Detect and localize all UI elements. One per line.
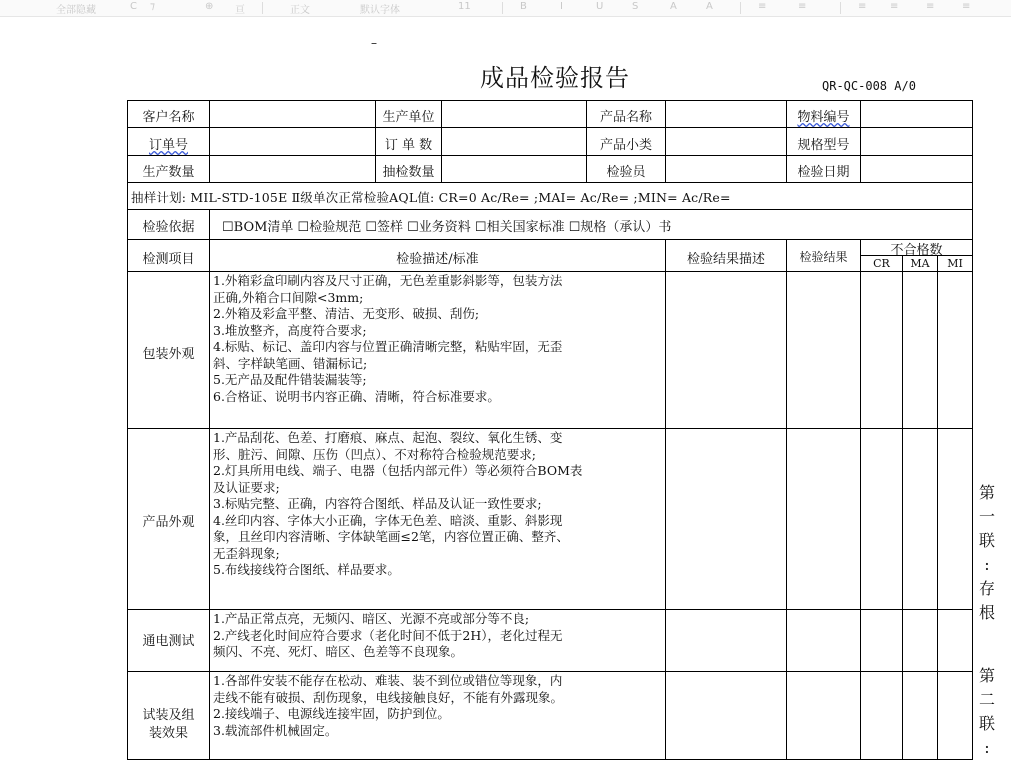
italic-icon[interactable]: I — [560, 1, 563, 12]
numbered-list-icon[interactable]: ≡ — [798, 1, 807, 12]
desc-line: 4.丝印内容、字体大小正确，字体无色差、暗淡、重影、斜影现 — [213, 512, 563, 528]
desc-line: 2.灯具所用电线、端子、电器（包括内部元件）等必须符合BOM表 — [213, 463, 583, 478]
label-order-no: 订单号 — [148, 138, 188, 153]
desc-line: 2.产线老化时间应符合要求（老化时间不低于2H），老化过程无 — [213, 627, 563, 643]
grid-line — [127, 271, 973, 272]
label-inspector: 检验员 — [606, 165, 646, 180]
align-justify-icon[interactable]: ≡ — [962, 1, 971, 12]
toolbar-divider — [840, 2, 841, 14]
section-desc-assembly — [213, 673, 665, 739]
align-center-icon[interactable]: ≡ — [890, 1, 899, 12]
desc-line: 3.载流部件机械固定。 — [213, 722, 338, 738]
sampling-plan: 抽样计划: MIL-STD-105E Ⅱ级单次正常检验AQL值: CR=0 Ac/Re= ;MAI= Ac/Re= ;MIN= Ac/Re= — [131, 190, 731, 205]
grid-line — [127, 239, 973, 240]
label-producer: 生产单位 — [382, 110, 435, 125]
grid-line — [127, 609, 973, 610]
side-char: 联 — [978, 714, 995, 733]
side-char: 一 — [978, 507, 995, 526]
col-ma: MA — [910, 257, 930, 270]
label-model: 规格型号 — [797, 138, 850, 153]
col-result-desc: 检验结果描述 — [686, 252, 765, 267]
label-product-name: 产品名称 — [599, 110, 652, 125]
grid-line — [786, 239, 787, 760]
desc-line: 斜、字样缺笔画、错漏标记; — [213, 355, 368, 371]
grid-line — [860, 239, 861, 760]
label-customer: 客户名称 — [142, 110, 195, 125]
redo-icon[interactable]: ⁊ — [150, 1, 155, 12]
section-name-packaging: 包装外观 — [142, 347, 195, 362]
page-title: 成品检验报告 — [480, 64, 630, 92]
label-prod-qty: 生产数量 — [142, 165, 195, 180]
toolbar-divider — [502, 2, 503, 14]
basis-options[interactable]: ☐BOM清单 ☐检验规范 ☐签样 ☐业务资料 ☐相关国家标准 ☐规格（承认）书 — [222, 220, 672, 235]
toolbar-item-hide-all[interactable]: 全部隐藏 — [56, 5, 96, 16]
align-right-icon[interactable]: ≡ — [926, 1, 935, 12]
toolbar-divider — [740, 2, 741, 14]
grid-line — [127, 428, 973, 429]
grid-line — [937, 255, 938, 760]
bold-icon[interactable]: B — [520, 1, 527, 12]
text-cursor-mark: – — [371, 36, 377, 50]
desc-line: 1.外箱彩盒印刷内容及尺寸正确，无色差重影斜影等，包装方法 — [213, 273, 563, 288]
grid-line — [860, 100, 861, 182]
side-label-first-copy — [972, 481, 1002, 625]
font-size-select[interactable]: 11 — [458, 1, 471, 12]
grid-line — [902, 255, 903, 760]
strikethrough-icon[interactable]: S — [632, 1, 639, 12]
font-color-icon[interactable]: A — [670, 1, 677, 12]
side-char: 根 — [978, 603, 995, 622]
paragraph-style-select[interactable]: 正文 — [290, 5, 310, 16]
desc-line: 5.布线接线符合图纸、样品要求。 — [213, 562, 400, 577]
desc-line: 走线不能有破损、刮伤现象，电线接触良好，不能有外露现象。 — [213, 689, 564, 705]
side-label-second-copy — [972, 664, 1002, 760]
grid-line — [209, 239, 210, 760]
section-desc-appearance — [213, 430, 665, 579]
label-material-no: 物料编号 — [797, 110, 850, 125]
desc-line: 2.接线端子、电源线连接牢固，防护到位。 — [213, 706, 450, 721]
desc-line: 3.堆放整齐，高度符合要求; — [213, 322, 367, 338]
format-painter-icon[interactable]: ⊕ — [205, 1, 214, 12]
section-name-assembly-line1: 试装及组 — [142, 708, 195, 723]
desc-line: 象，且丝印内容清晰、字体缺笔画≤2笔，内容位置正确、整齐、 — [213, 529, 569, 544]
desc-line: 5.无产品及配件错装漏装等; — [213, 372, 367, 387]
side-char: 联 — [978, 531, 995, 550]
desc-line: 1.各部件安装不能存在松动、难装、装不到位或错位等现象，内 — [213, 673, 563, 688]
desc-line: 正确,外箱合口间隙<3mm; — [213, 289, 364, 305]
desc-line: 无歪斜现象; — [213, 545, 280, 561]
grid-line — [127, 182, 973, 183]
desc-line: 6.合格证、说明书内容正确、清晰，符合标准要求。 — [213, 388, 500, 404]
desc-line: 1.产品刮花、色差、打磨痕、麻点、起泡、裂纹、氧化生锈、变 — [213, 430, 563, 445]
side-char: 存 — [978, 579, 995, 598]
grid-line — [209, 209, 210, 239]
toolbar-divider — [262, 2, 263, 14]
label-basis: 检验依据 — [142, 220, 195, 235]
desc-line: 4.标贴、标记、盖印内容与位置正确清晰完整，粘贴牢固，无歪 — [213, 339, 563, 354]
side-char: 二 — [978, 690, 995, 709]
side-char: : — [984, 738, 990, 757]
side-char: 第 — [978, 666, 995, 685]
section-desc-power-test — [213, 611, 665, 661]
col-result: 检验结果 — [799, 250, 848, 264]
desc-line: 形、脏污、间隙、压伤（凹点）、不对称符合检验规范要求; — [213, 446, 536, 462]
underline-icon[interactable]: U — [596, 1, 604, 12]
col-item: 检测项目 — [142, 252, 195, 267]
grid-line — [209, 100, 210, 182]
clear-format-icon[interactable]: 亘 — [235, 5, 245, 16]
list-icon[interactable]: ≡ — [758, 1, 767, 12]
desc-line: 1.产品正常点亮，无频闪、暗区、光源不亮或部分等不良; — [213, 611, 530, 626]
side-char: : — [984, 555, 990, 574]
label-product-sub: 产品小类 — [599, 138, 652, 153]
label-inspect-date: 检验日期 — [797, 165, 850, 180]
label-sample-qty: 抽检数量 — [382, 165, 435, 180]
col-nonconformity: 不合格数 — [890, 243, 943, 258]
label-order-qty: 订 单 数 — [384, 138, 433, 153]
section-desc-packaging — [213, 273, 665, 405]
desc-line: 3.标贴完整、正确，内容符合图纸、样品及认证一致性要求; — [213, 496, 542, 511]
desc-line: 频闪、不亮、死灯、暗区、色差等不良现象。 — [213, 644, 464, 659]
font-family-select[interactable]: 默认字体 — [360, 5, 400, 16]
desc-line: 2.外箱及彩盒平整、清洁、无变形、破损、刮伤; — [213, 306, 480, 321]
col-desc: 检验描述/标准 — [396, 252, 479, 267]
grid-line — [127, 155, 973, 156]
grid-line — [441, 100, 442, 182]
editor-toolbar — [0, 0, 1011, 17]
grid-line — [127, 671, 973, 672]
grid-line — [127, 127, 973, 128]
side-char: 第 — [978, 483, 995, 502]
highlight-icon[interactable]: A — [706, 1, 713, 12]
align-left-icon[interactable]: ≡ — [858, 1, 867, 12]
section-name-power-test: 通电测试 — [142, 634, 195, 649]
desc-line: 及认证要求; — [213, 479, 280, 495]
grid-line — [665, 239, 666, 760]
section-name-appearance: 产品外观 — [142, 515, 195, 530]
undo-icon[interactable]: C — [130, 1, 137, 12]
grid-line — [665, 100, 666, 182]
section-name-assembly-line2: 装效果 — [148, 726, 188, 741]
col-cr: CR — [873, 257, 890, 270]
grid-line — [127, 209, 973, 210]
col-mi: MI — [947, 257, 963, 270]
document-code: QR-QC-008 A/0 — [822, 79, 916, 93]
